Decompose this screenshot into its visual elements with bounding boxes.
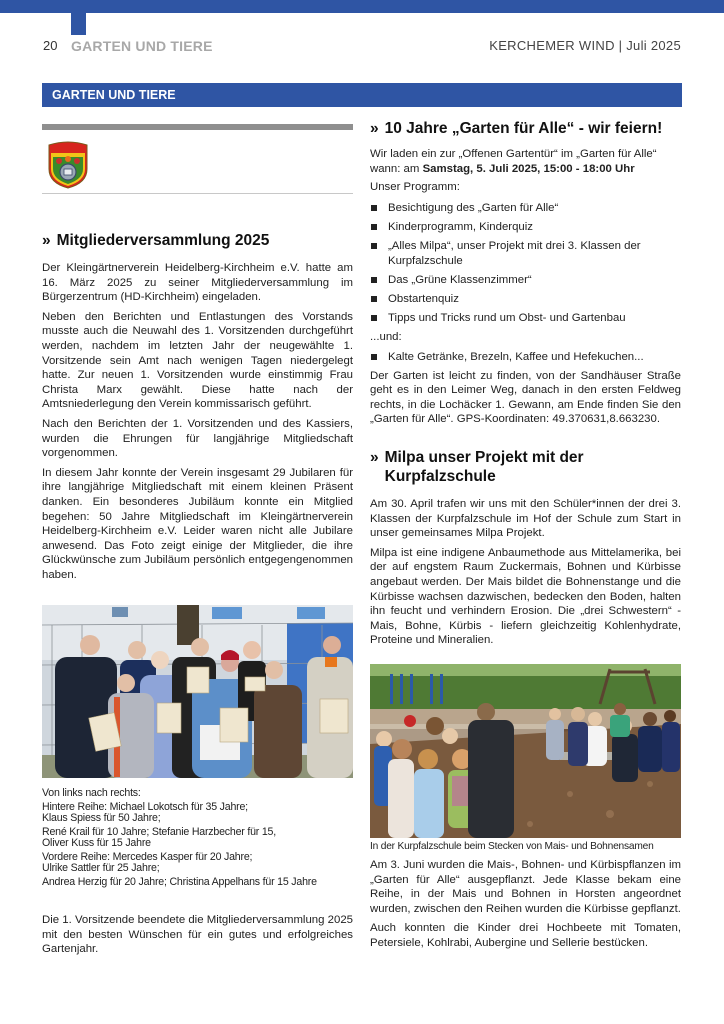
- paragraph: Nach den Berichten der 1. Vorsitzenden und des Kassiers, wurden die Ehrungen für langjährige Mitgliedschaft vorgenommen.: [42, 417, 353, 460]
- square-bullet-icon: [371, 296, 377, 302]
- square-bullet-icon: [371, 205, 377, 211]
- paragraph: Neben den Berichten und Entlastungen des Vorstands musste auch die Neuwahl des 1. Vorsitzenden durchgeführt werden, nachdem im letzten Jahr der neugewählte 1. Vorsitzende sein Amt nach wenigen Tagen niedergelegt hatte. Zur neuen 1. Vorsitzenden wurde einstimmig Frau Christa Marx gewählt. Diese hatte nach der Amtsniederlegung den Verein kommissarisch geführt.: [42, 310, 353, 411]
- running-section-title: GARTEN UND TIERE: [71, 38, 213, 54]
- raquo-icon: »: [370, 449, 379, 466]
- article-milpa: [370, 448, 681, 653]
- group-photo-image: [42, 605, 353, 778]
- article-closing: [42, 913, 353, 962]
- top-accent-bar: [0, 0, 724, 13]
- square-bullet-icon: [371, 277, 377, 283]
- paragraph: In diesem Jahr konnte der Verein insgesamt 29 Jubilaren für ihre langjährige Mitgliedschaft mit einem kleinen Präsent danken. Ein besonderes Jubiläum konnte ein Mitglied begehen: 50 Jahre Mitgliedschaft im Kleingärtnerverein Heidelberg-Kirchheim e.V. Leider waren nicht alle Jubilare anwesend. Das Foto zeigt einige der Mitglieder, die ihre Glückwünsche zum Jubiläum persönlich entgegengenommen haben.: [42, 466, 353, 581]
- caption-line: Klaus Spiess für 50 Jahre;: [42, 812, 161, 824]
- square-bullet-icon: [371, 224, 377, 230]
- page-number: 20: [43, 38, 58, 53]
- top-accent-tab: [71, 13, 86, 35]
- program-item: „Alles Milpa“, unser Projekt mit drei 3. Klassen der Kurpfalzschule: [370, 239, 681, 268]
- section-banner: GARTEN UND TIERE: [42, 83, 682, 107]
- paragraph: Am 3. Juni wurden die Mais-, Bohnen- und Kürbispflanzen im „Garten für Alle“ ausgepflanzt. Jede Klasse bekam eine Reihe, in der Mais und Bohnen in Horsten angeordnet wurden, zwischen den Reihen wurden die Kürbisse gepflanzt.: [370, 859, 681, 915]
- article-title: » 10 Jahre „Garten für Alle“ - wir feiern!: [370, 120, 663, 137]
- program-item: Obstartenquiz: [370, 292, 681, 307]
- and-label: ...und:: [370, 330, 402, 343]
- article-garten-fuer-alle: [370, 119, 681, 432]
- publication-title: KERCHEMER WIND | Juli 2025: [489, 38, 681, 53]
- divider-thin: [42, 193, 353, 194]
- caption-line: Von links nach rechts:: [42, 787, 141, 799]
- raquo-icon: »: [42, 232, 51, 249]
- club-crest-logo: [47, 141, 89, 189]
- caption-line: Hintere Reihe: Michael Lokotsch für 35 Jahre;: [42, 801, 248, 813]
- school-photo-image: [370, 664, 681, 838]
- caption-line: Oliver Kuss für 15 Jahre: [42, 837, 151, 849]
- article-title: » Milpa unser Projekt mit der Kurpfalzschule: [370, 449, 584, 485]
- article-title: » Mitgliederversammlung 2025: [42, 232, 270, 249]
- square-bullet-icon: [371, 243, 377, 249]
- caption-line: Andrea Herzig für 20 Jahre; Christina Appelhans für 15 Jahre: [42, 876, 317, 888]
- paragraph: Milpa ist eine indigene Anbaumethode aus Mittelamerika, bei der auf engstem Raum Zuckermais, Bohnen und Kürbisse angebaut werden. Der Mais bildet die Bohnenstange und die Kürbisse wachsen dazwischen, bedecken den Boden, halten ihn feucht und verhindern Erosion. Die „drei Schwestern“ - Mais, Bohne, Kürbis - liefern gleichzeitig Kohlenhydrate, Proteine und Mineralien.: [370, 546, 681, 647]
- raquo-icon: »: [370, 120, 379, 137]
- divider-thick: [42, 124, 353, 130]
- extra-item: Kalte Getränke, Brezeln, Kaffee und Hefekuchen...: [370, 350, 681, 365]
- event-date: Samstag, 5. Juli 2025, 15:00 - 18:00 Uhr: [422, 162, 635, 175]
- program-item: Kinderprogramm, Kinderquiz: [370, 220, 681, 235]
- program-list: [370, 201, 681, 326]
- square-bullet-icon: [371, 315, 377, 321]
- photo-caption-names: [42, 788, 353, 891]
- program-item: Das „Grüne Klassenzimmer“: [370, 273, 681, 288]
- directions-paragraph: Der Garten ist leicht zu finden, von der Sandhäuser Straße geht es in den Leimer Weg, danach in den ersten Feldweg rechts, in die Lochäcker 1. Gewann, am Ende finden Sie den „Garten für Alle“. GPS-Koordinaten: 49.370631,8.663230.: [370, 369, 681, 426]
- caption-line: René Krail für 10 Jahre; Stefanie Harzbecher für 15,: [42, 826, 276, 838]
- paragraph: Auch konnten die Kinder drei Hochbeete mit Tomaten, Petersiele, Kohlrabi, Aubergine und Sellerie bestücken.: [370, 922, 681, 949]
- paragraph: Am 30. April trafen wir uns mit den Schüler*innen der drei 3. Klassen der Kurpfalzschule im Hof der Schule zum Start in unser gemeinsames Milpa Projekt.: [370, 498, 681, 540]
- closing-paragraph: Die 1. Vorsitzende beendete die Mitgliederversammlung 2025 mit den besten Wünschen für ein gutes und erfolgreiches Gartenjahr.: [42, 914, 353, 956]
- jubilare-group-photo: [42, 605, 353, 778]
- program-item: Tipps und Tricks rund um Obst- und Gartenbau: [370, 311, 681, 326]
- square-bullet-icon: [371, 354, 377, 360]
- program-label: Unser Programm:: [370, 181, 460, 194]
- extra-list: [370, 350, 681, 365]
- kurpfalzschule-photo: [370, 664, 681, 838]
- article-mitgliederversammlung: [42, 231, 353, 587]
- invitation-text: Wir laden ein zur „Offenen Gartentür“ im „Garten für Alle“ wann: am Samstag, 5. Juli 2025, 15:00 - 18:00 Uhr: [370, 148, 657, 175]
- school-photo-caption: In der Kurpfalzschule beim Stecken von Mais- und Bohnensamen: [370, 841, 654, 852]
- paragraph: Der Kleingärtnerverein Heidelberg-Kirchheim e.V. hatte am 16. März 2025 zu seiner Mitgliederversammlung im Bürgerzentrum (HD-Kirchheim) eingeladen.: [42, 262, 353, 304]
- program-item: Besichtigung des „Garten für Alle“: [370, 201, 681, 216]
- caption-line: Vordere Reihe: Mercedes Kasper für 20 Jahre;: [42, 851, 253, 863]
- crest-icon: [47, 141, 89, 189]
- caption-line: Ulrike Sattler für 25 Jahre;: [42, 862, 160, 874]
- article-milpa-continued: [370, 841, 681, 956]
